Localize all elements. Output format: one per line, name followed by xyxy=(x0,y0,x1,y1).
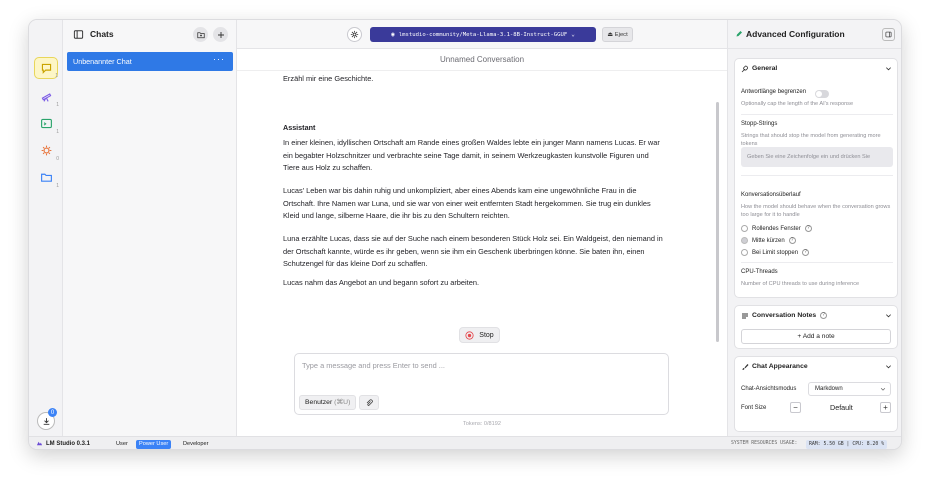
assistant-paragraph: Lucas nahm das Angebot an und begann sofort zu arbeiten. xyxy=(283,278,479,287)
appearance-header[interactable] xyxy=(735,357,898,376)
chevron-down-icon xyxy=(885,363,892,370)
chevron-down-icon xyxy=(885,312,892,319)
chat-appearance-section xyxy=(734,356,898,432)
chevron-down-icon: ⌄ xyxy=(571,31,575,38)
chat-list-item[interactable] xyxy=(67,52,233,71)
limit-length-description: Optionally cap the length of the AI's response xyxy=(741,101,854,107)
pencil-icon xyxy=(735,30,743,38)
divider xyxy=(741,175,893,176)
limit-length-toggle[interactable] xyxy=(815,90,829,98)
divider xyxy=(741,262,893,263)
model-settings-button[interactable] xyxy=(347,27,362,42)
overflow-option-rolling[interactable] xyxy=(741,225,812,232)
overflow-label: Konversationsüberlauf xyxy=(741,192,801,198)
appearance-title: Chat Appearance xyxy=(752,363,808,370)
message-composer[interactable] xyxy=(294,353,669,415)
rail-folder-button[interactable] xyxy=(34,166,58,188)
general-section xyxy=(734,58,898,298)
rail-chat-button[interactable] xyxy=(34,57,58,79)
stop-icon xyxy=(465,331,474,340)
assistant-paragraph: Lucas' Leben war bis dahin ruhig und unkompliziert, aber eines Abends kam eine ungewöhnliche Frau in die Ortschaft. Ihre Namen war Luna, und sie war von einer weit entfernten Stadt hergekommen. Sie trug ein dunkles Kleid und lange, silberne Haare, die ihr bis zu den Schultern reichten. xyxy=(283,186,651,221)
paperclip-icon xyxy=(365,399,373,407)
config-header xyxy=(728,20,902,49)
font-decrease-button[interactable]: − xyxy=(790,402,801,413)
font-increase-button[interactable]: + xyxy=(880,402,891,413)
radio-button[interactable] xyxy=(741,225,748,232)
config-title: Advanced Configuration xyxy=(746,29,845,39)
rail-terminal-button[interactable] xyxy=(34,112,58,134)
folder-icon xyxy=(40,171,53,184)
general-title: General xyxy=(752,65,778,72)
rail-developer-count: 1 xyxy=(56,102,59,108)
chats-title: Chats xyxy=(90,29,114,39)
chat-bubble-icon xyxy=(40,62,53,75)
eject-label: Eject xyxy=(614,31,628,38)
sidebar-toggle-icon[interactable] xyxy=(73,29,84,40)
new-folder-button[interactable] xyxy=(193,27,208,42)
radio-button[interactable] xyxy=(741,249,748,256)
app-version-text: LM Studio 0.3.1 xyxy=(46,440,91,447)
help-icon[interactable]: ? xyxy=(820,312,827,319)
message-input[interactable]: Type a message and press Enter to send ... xyxy=(302,361,445,370)
radio-button-selected[interactable] xyxy=(741,237,748,244)
mode-user-button[interactable]: User xyxy=(116,441,128,447)
downloads-badge: 0 xyxy=(48,408,57,417)
chevron-down-icon xyxy=(885,65,892,72)
lm-studio-logo-icon xyxy=(36,440,43,447)
notes-title: Conversation Notes xyxy=(752,312,817,319)
font-size-value: Default xyxy=(830,403,853,412)
system-resources-stats[interactable]: RAM: 5.50 GB | CPU: 8.20 % xyxy=(806,440,887,449)
help-icon[interactable]: ? xyxy=(789,237,796,244)
option-label: Mitte kürzen xyxy=(752,237,785,244)
view-mode-label: Chat-Ansichtsmodus xyxy=(741,386,797,392)
option-label: Rollendes Fenster xyxy=(752,225,801,232)
role-shortcut: (⌘U) xyxy=(334,399,351,406)
terminal-icon xyxy=(40,117,53,130)
overflow-description: How the model should behave when the conversation grows too large for it to handle xyxy=(741,204,891,218)
rail-terminal-count: 1 xyxy=(56,129,59,135)
status-bar xyxy=(29,436,902,450)
cpu-threads-label: CPU-Threads xyxy=(741,269,778,275)
eject-icon: ⏏ xyxy=(607,31,613,38)
chats-header xyxy=(63,20,237,49)
option-label: Bei Limit stoppen xyxy=(752,249,799,256)
stop-strings-description: Strings that should stop the model from generating more tokens xyxy=(741,133,881,147)
help-icon[interactable]: ? xyxy=(802,249,809,256)
app-window xyxy=(28,19,902,450)
chat-item-label: Unbenannter Chat xyxy=(73,57,132,66)
general-header[interactable] xyxy=(735,59,898,78)
gear-icon xyxy=(350,30,359,39)
conversation-title[interactable]: Unnamed Conversation xyxy=(237,49,727,71)
cpu-threads-description: Number of CPU threads to use during inference xyxy=(741,281,860,287)
main-area xyxy=(237,20,727,436)
telescope-icon xyxy=(40,90,53,103)
font-size-label: Font Size xyxy=(741,405,767,411)
overflow-option-truncate-middle[interactable] xyxy=(741,237,796,244)
model-name: lmstudio-community/Meta-Llama-3.1-8B-Instruct-GGUF xyxy=(398,31,568,38)
icon-rail xyxy=(29,20,63,436)
add-note-button[interactable]: + Add a note xyxy=(741,329,891,344)
new-chat-button[interactable] xyxy=(213,27,228,42)
model-selector[interactable] xyxy=(370,27,596,42)
notes-header[interactable] xyxy=(735,306,898,325)
wrench-icon xyxy=(741,65,749,73)
notes-icon xyxy=(741,312,749,320)
mode-power-user-button[interactable]: Power User xyxy=(136,440,171,449)
model-icon: ◉ xyxy=(391,31,395,38)
conversation-notes-section xyxy=(734,305,898,349)
token-counter: Tokens: 0/8192 xyxy=(463,421,501,427)
cog-models-icon xyxy=(40,144,53,157)
attach-file-button[interactable] xyxy=(359,395,379,410)
assistant-paragraph: In einer kleinen, idyllischen Ortschaft am Rande eines großen Waldes lebte ein junger Mann namens Lucas. Er war ein begabter Holzschnitzer und verbrachte seine Tage damit, in seinem Werkzeugkasten kunstvolle Figuren und Tiere aus Holz zu schaffen. xyxy=(283,138,660,173)
stop-strings-label: Stopp-Strings xyxy=(741,121,778,127)
panel-toggle-icon xyxy=(885,31,892,38)
app-version xyxy=(36,440,90,447)
rail-models-button[interactable] xyxy=(34,139,58,161)
system-resources-label: SYSTEM RESOURCES USAGE: xyxy=(731,441,798,446)
mode-developer-button[interactable]: Developer xyxy=(183,441,209,447)
stop-label: Stop xyxy=(479,331,494,339)
rail-folder-count: 1 xyxy=(56,183,59,189)
divider xyxy=(741,114,893,115)
chats-sidebar xyxy=(63,20,237,436)
help-icon[interactable]: ? xyxy=(805,225,812,232)
stop-generation-button[interactable] xyxy=(459,327,500,343)
chevron-down-icon xyxy=(880,386,886,392)
model-topbar xyxy=(237,20,727,49)
rail-developer-button[interactable] xyxy=(34,85,58,107)
limit-length-label: Antwortlänge begrenzen xyxy=(741,89,807,95)
role-label: Benutzer xyxy=(305,399,333,406)
role-toggle-button[interactable] xyxy=(299,395,356,410)
plus-icon xyxy=(217,31,225,39)
download-icon xyxy=(42,417,51,426)
close-panel-button[interactable] xyxy=(882,28,895,41)
folder-plus-icon xyxy=(197,31,205,39)
message-scrollbar[interactable] xyxy=(716,102,719,342)
brush-icon xyxy=(741,363,749,371)
view-mode-select[interactable] xyxy=(808,382,891,396)
more-options-icon[interactable]: ··· xyxy=(213,54,225,64)
advanced-config-panel xyxy=(727,20,902,436)
overflow-option-stop[interactable] xyxy=(741,249,809,256)
assistant-label: Assistant xyxy=(283,123,316,132)
view-mode-value: Markdown xyxy=(815,386,843,392)
assistant-paragraph: Luna erzählte Lucas, dass sie auf der Suche nach einem besonderen Stück Holz sei. Ein Waldgeist, den niemand in der Ortschaft kannte, würde es ihr geben, wenn sie ihm ein Geschenk überbringen könne. Sie baten ihn, einen Schutzengel für das kleine Dorf zu schaffen. xyxy=(283,234,663,269)
user-message: Erzähl mir eine Geschichte. xyxy=(283,74,374,83)
stop-strings-input[interactable]: Geben Sie eine Zeichenfolge ein und drücken Sie xyxy=(741,147,893,167)
rail-chat-count: 1 xyxy=(55,73,58,79)
rail-models-count: 0 xyxy=(56,156,59,162)
eject-button[interactable] xyxy=(602,27,633,42)
